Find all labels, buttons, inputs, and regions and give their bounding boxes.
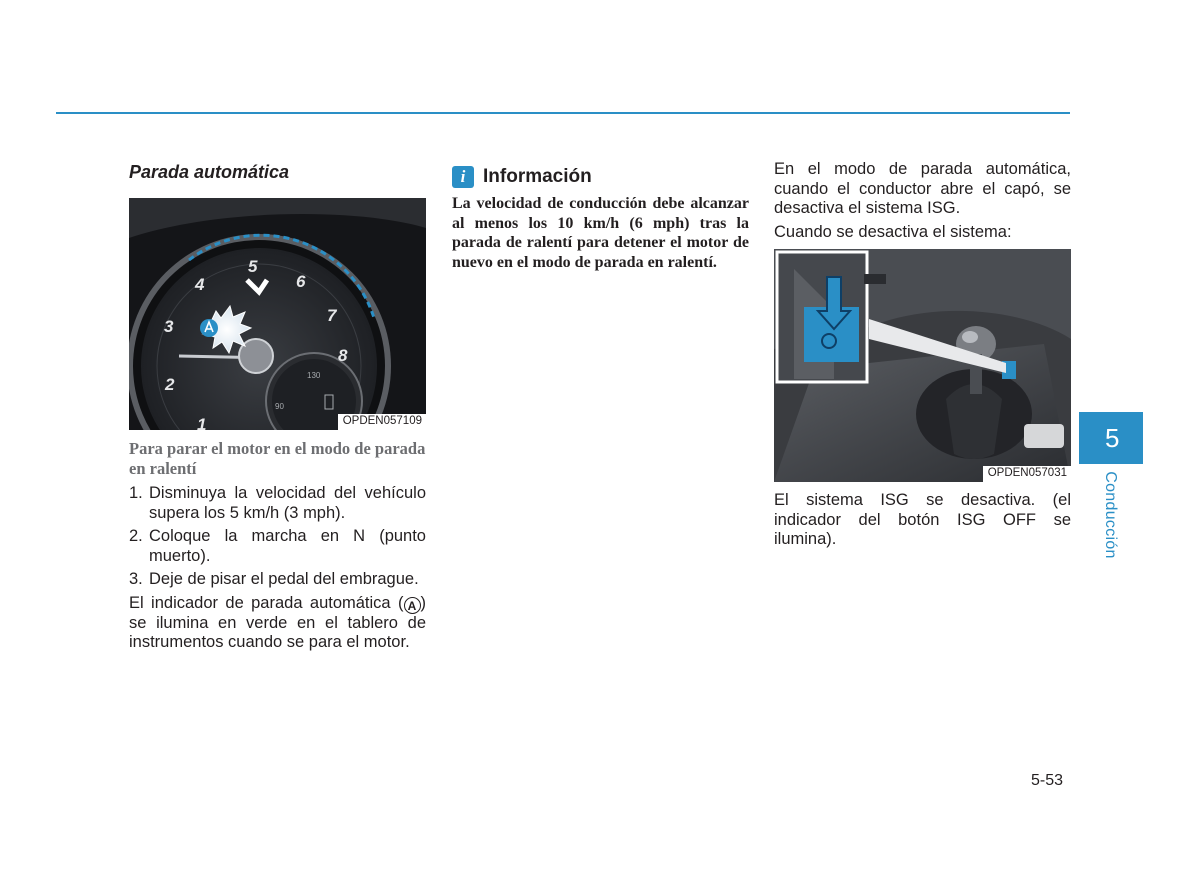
top-rule xyxy=(56,112,1070,114)
list-item-number: 1. xyxy=(129,484,143,502)
section-title: Parada automática xyxy=(129,162,290,182)
gauge-small-number: 90 xyxy=(275,402,284,411)
page-number: 5-53 xyxy=(1031,772,1064,789)
list-item-number: 3. xyxy=(129,570,143,588)
auto-stop-indicator-paragraph xyxy=(129,594,426,653)
chapter-tab: 5 xyxy=(1079,412,1143,464)
paragraph: El sistema ISG se desactiva. (el indicador del botón ISG OFF se ilumina). xyxy=(774,491,1071,548)
instrument-cluster-illustration xyxy=(129,198,426,430)
instrument-cluster-figure xyxy=(129,198,426,430)
gauge-small-number: 130 xyxy=(307,371,321,380)
gauge-number: 8 xyxy=(338,346,348,365)
list-item xyxy=(129,527,426,566)
chapter-label: Conducción xyxy=(1102,471,1119,559)
figure-code: OPDEN057031 xyxy=(983,466,1071,482)
paragraph-text: El indicador de parada automática ( xyxy=(129,593,404,612)
paragraph: En el modo de parada automática, cuando el conductor abre el capó, se desactiva el sistema ISG. xyxy=(774,160,1071,217)
info-body: La velocidad de conducción debe alcanzar al menos los 10 km/h (6 mph) tras la parada de ralentí para detener el motor de nuevo en el modo de parada en ralentí. xyxy=(452,195,749,271)
column-left xyxy=(129,160,426,657)
list-item xyxy=(129,570,426,590)
gauge-number: 4 xyxy=(195,275,205,294)
center-console-illustration xyxy=(774,249,1071,482)
info-header xyxy=(452,166,749,188)
figure-code: OPDEN057109 xyxy=(338,414,426,430)
list-item-text: Deje de pisar el pedal del embrague. xyxy=(149,570,419,588)
auto-stop-indicator-icon: A xyxy=(404,597,421,614)
column-right xyxy=(774,160,1071,554)
paragraph-text: ) se ilumina en verde en el tablero de instrumentos cuando se para el motor. xyxy=(129,593,426,651)
steps-list xyxy=(129,484,426,590)
gauge-number: 6 xyxy=(296,272,306,291)
figure-caption: Para parar el motor en el modo de parada en ralentí xyxy=(129,439,426,478)
paragraph: Cuando se desactiva el sistema: xyxy=(774,222,1012,241)
column-middle xyxy=(452,160,749,272)
info-icon: i xyxy=(452,166,474,188)
isg-button-figure xyxy=(774,249,1071,482)
gauge-number: 2 xyxy=(165,375,175,394)
gauge-number: 3 xyxy=(164,317,174,336)
gauge-number: 1 xyxy=(197,415,207,430)
info-title: Información xyxy=(483,166,592,187)
gauge-number: 7 xyxy=(327,306,337,325)
list-item xyxy=(129,484,426,523)
list-item-text: Coloque la marcha en N (punto muerto). xyxy=(149,527,426,565)
list-item-text: Disminuya la velocidad del vehículo supera los 5 km/h (3 mph). xyxy=(149,484,426,522)
gauge-number: 5 xyxy=(248,257,258,276)
list-item-number: 2. xyxy=(129,527,143,545)
